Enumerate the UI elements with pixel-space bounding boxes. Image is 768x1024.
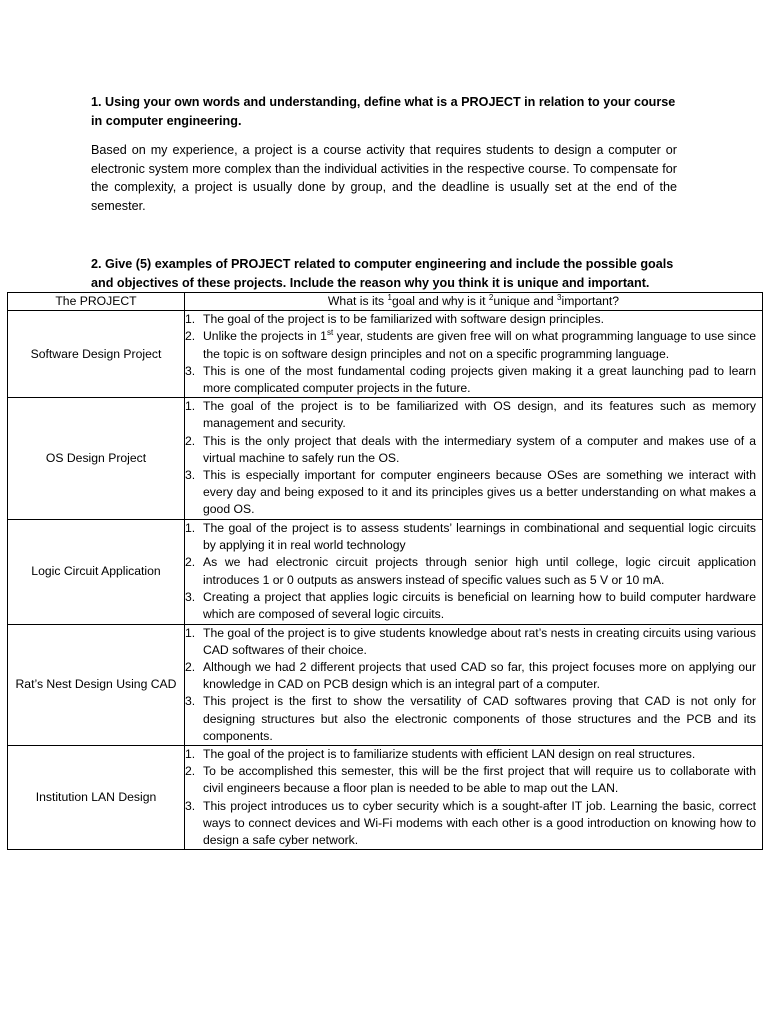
question-2: 2. Give (5) examples of PROJECT related to computer engineering and include the possible goals and objectives of these projects. Include the reason why you think it is unique and important. [91, 257, 674, 290]
list-item: 2. This is the only project that deals with the intermediary system of a computer and makes use of a virtual machine to safely run the OS. [185, 433, 756, 465]
table-row [8, 746, 763, 850]
list-item: 3. This project introduces us to cyber security which is a sought-after IT job. Learning the basic, correct ways to connect devices and Wi-Fi modems with each other is a good introduction on knowing how to design a safe cyber network. [185, 798, 756, 848]
project-details [185, 311, 763, 398]
project-details [185, 519, 763, 624]
table-row [8, 311, 763, 398]
project-name: Institution LAN Design [8, 746, 185, 850]
project-name: Rat’s Nest Design Using CAD [8, 624, 185, 745]
table-header-row [8, 293, 763, 311]
project-name: Software Design Project [8, 311, 185, 398]
header-goal-question: What is its $^1$goal and why is it $^2$unique and $^3$important? [185, 293, 763, 311]
table-row [8, 398, 763, 519]
project-details [185, 398, 763, 519]
list-item: 3. This project is the first to show the versatility of CAD softwares proving that CAD is not only for designing structures but also the electronic components of those structures and the PCB and its components. [185, 694, 756, 743]
list-item: 2. Unlike the projects in 1st year, students are given free will on what programming language to use since the topic is on software design principles and not on a specific programming language. [185, 328, 756, 361]
list-item: 2. As we had electronic circuit projects through senior high until college, logic circuit application introduces 1 or 0 outputs as answers instead of specific values such as 5 V or 10 mA. [185, 555, 756, 587]
list-item: 1. The goal of the project is to give students knowledge about rat’s nests in creating circuits using various CAD softwares of their choice. [185, 625, 756, 657]
question-1: 1. Using your own words and understanding, define what is a PROJECT in relation to your course in computer engineering. [91, 95, 676, 128]
list-item: 3. This is especially important for computer engineers because OSes are something we interact with every day and being exposed to it and its principles gives us a better understanding on what makes a good OS. [185, 468, 756, 517]
table-row [8, 519, 763, 624]
list-item: 2. To be accomplished this semester, this will be the first project that will require us to collaborate with civil engineers because a floor plan is needed to be able to map out the LAN. [185, 764, 756, 796]
list-item: 1. The goal of the project is to familiarize students with efficient LAN design on real structures. [185, 747, 696, 762]
list-item: 3. Creating a project that applies logic circuits is beneficial on learning how to build computer hardware which are composed of several logic circuits. [185, 589, 756, 622]
answer-1: Based on my experience, a project is a course activity that requires students to design a computer or electronic system more complex than the individual activities in the respective course. To compensate for the complexity, a project is usually done by group, and the deadline is usually set at the end of the semester. [91, 143, 677, 213]
projects-table [7, 292, 763, 850]
project-details [185, 746, 763, 850]
list-item: 3. This is one of the most fundamental coding projects given making it a great launching pad to learn more complicated computer projects in the future. [185, 363, 756, 396]
list-item: 1. The goal of the project is to be familiarized with software design principles. [185, 312, 605, 327]
list-item: 1. The goal of the project is to be familiarized with OS design, and its features such as memory management and security. [185, 399, 756, 431]
project-name: OS Design Project [8, 398, 185, 519]
header-project: The PROJECT [8, 293, 185, 311]
list-item: 2. Although we had 2 different projects that used CAD so far, this project focuses more on applying our knowledge in CAD on PCB design which is an integral part of a computer. [185, 660, 756, 692]
list-item: 1. The goal of the project is to assess students’ learnings in combinational and sequential logic circuits by applying it in real world technology [185, 521, 756, 553]
project-details [185, 624, 763, 745]
project-name: Logic Circuit Application [8, 519, 185, 624]
table-row [8, 624, 763, 745]
